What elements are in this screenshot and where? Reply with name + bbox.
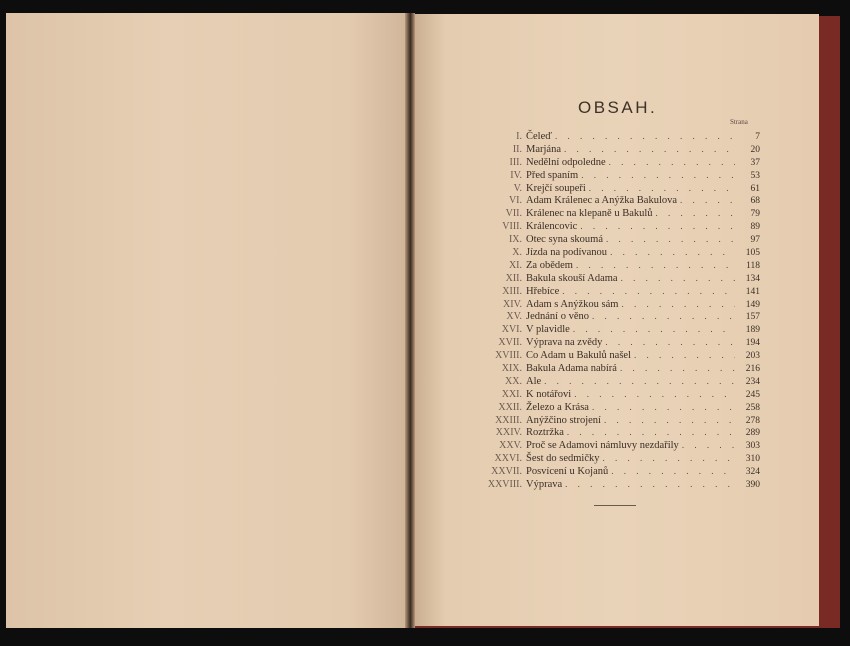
toc-entry <box>470 388 760 401</box>
page-number: 89 <box>750 222 760 233</box>
chapter-title: Adam s Anýžkou sám <box>526 298 619 310</box>
chapter-number: XVII. <box>498 337 522 349</box>
toc-entry <box>470 207 760 220</box>
contents-heading: OBSAH. <box>578 98 658 117</box>
toc-entry <box>470 414 760 427</box>
chapter-number: XII. <box>505 272 522 284</box>
dot-leader <box>581 169 735 182</box>
toc-entry <box>470 130 760 143</box>
page-number: 258 <box>745 402 760 413</box>
chapter-number: XXV. <box>499 440 522 452</box>
page-number: 105 <box>745 248 760 259</box>
dot-leader <box>611 465 735 478</box>
toc-entry <box>470 182 760 195</box>
dot-leader <box>574 388 735 401</box>
toc-entry <box>470 336 760 349</box>
page-number: 79 <box>750 209 760 220</box>
chapter-title: Za obědem <box>526 259 573 271</box>
chapter-number: XIII. <box>502 285 522 297</box>
toc-entry <box>470 272 760 285</box>
toc-entry <box>470 375 760 388</box>
page-number: 310 <box>745 454 760 465</box>
page-number: 324 <box>745 467 760 478</box>
toc-entry <box>470 246 760 259</box>
page-number: 20 <box>750 144 760 155</box>
chapter-title: Hřebíce <box>526 285 560 297</box>
chapter-number: VI. <box>508 195 522 207</box>
chapter-number: VIII. <box>502 221 522 233</box>
chapter-title: Roztržka <box>526 427 564 439</box>
dot-leader <box>580 220 735 233</box>
dot-leader <box>544 375 735 388</box>
toc-entry <box>470 401 760 414</box>
chapter-title: Výprava <box>526 479 563 491</box>
page-number: 134 <box>745 273 760 284</box>
chapter-title: Proč se Adamovi námluvy nezdařily <box>526 440 679 452</box>
chapter-number: XX. <box>505 375 522 387</box>
page-number: 289 <box>745 428 760 439</box>
dot-leader <box>564 143 735 156</box>
chapter-title: Jednání o věno <box>526 311 589 323</box>
chapter-title: Bakula skouší Adama <box>526 272 618 284</box>
chapter-number: XVIII. <box>495 350 522 362</box>
toc-entry <box>470 452 760 465</box>
chapter-title: Před spaním <box>526 169 579 181</box>
chapter-number: XVI. <box>501 324 522 336</box>
chapter-number: I. <box>516 131 522 142</box>
toc-entry <box>470 362 760 375</box>
dot-leader <box>592 401 735 414</box>
chapter-number: V. <box>513 182 522 194</box>
page-number: 97 <box>750 235 760 246</box>
toc-entry <box>470 285 760 298</box>
chapter-number: XXII. <box>498 401 522 413</box>
page-number: 53 <box>750 170 760 181</box>
toc-entry <box>470 465 760 478</box>
chapter-number: XXVI. <box>494 453 522 465</box>
chapter-number: II. <box>512 143 522 155</box>
page-number: 245 <box>745 389 760 400</box>
dot-leader <box>562 285 735 298</box>
dot-leader <box>609 156 735 169</box>
dot-leader <box>603 452 736 465</box>
dot-leader <box>634 349 735 362</box>
toc-entry <box>470 439 760 452</box>
chapter-title: Co Adam u Bakulů našel <box>526 350 631 362</box>
chapter-title: Jízda na podívanou <box>526 247 608 259</box>
page-column-label: Strana <box>730 118 748 126</box>
page-number: 203 <box>745 351 760 362</box>
chapter-title: Králenec na klepaně u Bakulů <box>526 208 653 220</box>
chapter-title: Ale <box>526 375 542 387</box>
chapter-number: X. <box>512 247 522 259</box>
dot-leader <box>576 259 735 272</box>
dot-leader <box>680 194 735 207</box>
dot-leader <box>656 207 735 220</box>
chapter-number: XV. <box>506 311 522 323</box>
toc-entry <box>470 310 760 323</box>
dot-leader <box>604 414 735 427</box>
chapter-number: XIV. <box>503 298 522 310</box>
dot-leader <box>621 298 735 311</box>
chapter-title: Otec syna skoumá <box>526 234 603 246</box>
dot-leader <box>573 323 735 336</box>
page-number: 68 <box>750 196 760 207</box>
page-number: 157 <box>745 312 760 323</box>
dot-leader <box>555 130 735 143</box>
dot-leader <box>592 310 735 323</box>
table-of-contents <box>470 130 760 491</box>
chapter-title: K notářovi <box>526 388 572 400</box>
toc-entry <box>470 323 760 336</box>
chapter-title: Nedělní odpoledne <box>526 156 606 168</box>
dot-leader <box>567 426 735 439</box>
dot-leader <box>605 336 735 349</box>
chapter-number: XXVII. <box>491 466 522 478</box>
chapter-title: Anýžčino strojení <box>526 414 601 426</box>
chapter-number: XXIII. <box>495 414 522 426</box>
toc-entry <box>470 143 760 156</box>
chapter-number: IX. <box>508 234 522 246</box>
book-gutter <box>405 13 415 628</box>
dot-leader <box>620 362 735 375</box>
toc-entry <box>470 169 760 182</box>
chapter-title: V plavidle <box>526 324 570 336</box>
dot-leader <box>589 182 735 195</box>
chapter-title: Krejčí soupeři <box>526 182 586 194</box>
chapter-title: Šest do sedmičky <box>526 453 600 465</box>
page-number: 234 <box>745 376 760 387</box>
chapter-number: XIX. <box>501 363 522 375</box>
page-number: 189 <box>745 325 760 336</box>
toc-entry <box>470 194 760 207</box>
page-number: 216 <box>745 364 760 375</box>
page-number: 278 <box>745 415 760 426</box>
chapter-number: III. <box>509 156 522 168</box>
chapter-number: XXIV. <box>495 427 522 439</box>
dot-leader <box>606 233 735 246</box>
chapter-number: VII. <box>505 208 522 220</box>
toc-entry <box>470 156 760 169</box>
page-number: 303 <box>745 441 760 452</box>
toc-entry <box>470 220 760 233</box>
page-number: 118 <box>746 260 760 271</box>
chapter-title: Bakula Adama nabírá <box>526 363 617 375</box>
chapter-number: XI. <box>508 259 522 271</box>
left-page-blank <box>6 13 410 628</box>
dot-leader <box>682 439 735 452</box>
dot-leader <box>621 272 735 285</box>
end-rule <box>594 505 636 506</box>
page-number: 7 <box>755 132 760 142</box>
page-number: 390 <box>745 480 760 491</box>
toc-entry <box>470 349 760 362</box>
chapter-number: XXI. <box>501 388 522 400</box>
chapter-title: Výprava na zvědy <box>526 337 603 349</box>
page-number: 37 <box>750 157 760 168</box>
toc-entry <box>470 426 760 439</box>
chapter-title: Adam Králenec a Anýžka Bakulova <box>526 195 678 207</box>
chapter-title: Železo a Krása <box>526 401 589 413</box>
page-number: 194 <box>745 338 760 349</box>
chapter-number: IV. <box>510 169 522 181</box>
chapter-title: Čeleď <box>526 131 553 142</box>
page-number: 61 <box>750 183 760 194</box>
chapter-number: XXVIII. <box>487 479 522 491</box>
chapter-title: Králencovic <box>526 221 578 233</box>
chapter-title: Marjána <box>526 143 561 155</box>
chapter-title: Posvícení u Kojanů <box>526 466 609 478</box>
toc-entry <box>470 298 760 311</box>
page-number: 141 <box>745 286 760 297</box>
dot-leader <box>565 478 735 491</box>
toc-entry <box>470 233 760 246</box>
toc-entry <box>470 478 760 491</box>
dot-leader <box>610 246 735 259</box>
toc-entry <box>470 259 760 272</box>
page-number: 149 <box>745 299 760 310</box>
